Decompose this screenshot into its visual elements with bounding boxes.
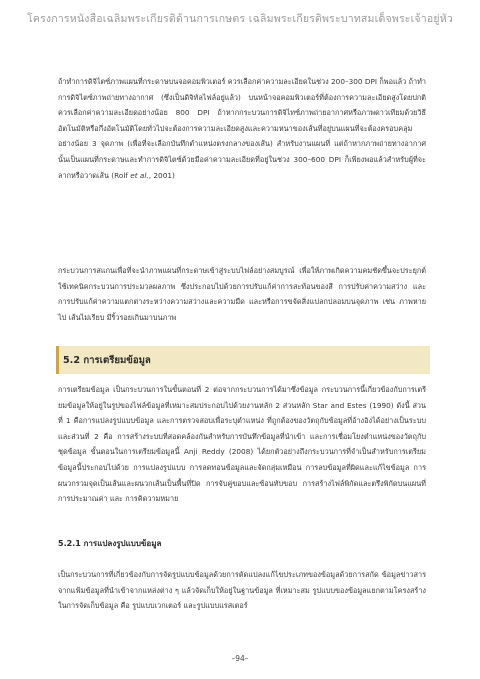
paragraph-text <box>58 74 426 183</box>
paragraph-data-preparation <box>58 382 426 507</box>
page-number: –94– <box>231 654 249 663</box>
paragraph-data-conversion <box>58 567 426 614</box>
section-heading <box>56 346 430 374</box>
paragraph-text: การเตรียมข้อมูล เป็นกระบวนการในขั้นตอนที่ 2 ต่อจากกระบวนการได้มาซึ่งข้อมูล กระบวนการนี้เกี่ยวข้องกับการเตรียมข้อมูลให้อยู่ในรูปของไฟล์ข้อมูลที่เหมาะสมประกอบไปด้วยงานหลัก 2 ส่วนหลัก Star and Estes (1990) ดังนี้ ส่วนที่ 1 คือการแปลงรูปแบบข้อมูล และการตรวจสอบเพื่อระบุตำแหน่ง ที่ถูกต้องของวัตถุกับข้อมูลที่อ้างอิงได้อย่างเป็นระบบ และส่วนที่ 2 คือ การสร้างระบบที่สอดคล้องกันสำหรับการบันทึกข้อมูลที่นำเข้า และการเชื่อมโยงตำแหน่งของวัตถุกับชุดข้อมูล ขั้นตอนในการเตรียมข้อมูลนี้ Anji Reddy (2008) ได้ยกตัวอย่างถึงกระบวนการที่จำเป็นสำหรับการเตรียมข้อมูลนี้ประกอบไปด้วย การแปลงรูปแบบ การลดทอนข้อมูลและจัดกลุ่มเหมือน การลบข้อมูลที่ผิดและแก้ไขข้อมูล การผนวกรวมจุดเป็นเส้นและผนวกเส้นเป็นพื้นที่ปิด การจับคู่ขอบและซ้อนทับขอบ การสร้างไฟล์พิกัดและตรึงพิกัดบนแผนที่ การประมาณค่า และ การคิดวามหมาย <box>58 385 426 504</box>
running-header: โครงการหนังสือเฉลิมพระเกียรติด้านการเกษตร เฉลิมพระเกียรติพระบาทสมเด็จพระเจ้าอยู่หัว <box>27 13 453 25</box>
paragraph-scanning-process <box>58 263 426 325</box>
subsection-title: 5.2.1 การแปลงรูปแบบข้อมูล <box>58 539 162 548</box>
section-title: 5.2 การเตรียมข้อมูล <box>63 355 151 366</box>
paragraph-digitizing-resolution <box>58 74 426 183</box>
paragraph-text-part: , 2001) <box>148 170 175 180</box>
citation-et-al: et al. <box>130 170 149 180</box>
paragraph-text: กระบวนการสแกนเพื่อที่จะนำภาพแผนที่กระดาษเข้าสู่ระบบไฟล์อย่างสมบูรณ์ เพื่อให้ภาพเกิดความคมชัดขึ้นจะประยุกต์ใช้เทคนิคกระบวนการประมวลผลภาพ ซึ่งประกอบไปด้วยการปรับแก้ค่าการสะท้อนของสี การปรับค่าความสว่าง และการปรับแก้ค่าความแตกต่างระหว่างความสว่างและความมืด และหรือการขจัดสิ่งแปลกปลอมบนจุดภาพ เช่น ภาพหายไป เส้นไม่เรียบ มีริ้วรอยเกินมาบนภาพ <box>58 266 426 322</box>
paragraph-text: เป็นกระบวนการที่เกี่ยวข้องกับการจัดรูปแบบข้อมูลด้วยการตัดแปลงแก้ไขประเภทของข้อมูลด้วยการสกัด ข้อมูลข่าวสารจากแฟ้มข้อมูลที่นำเข้าจากแหล่งต่าง ๆ แล้วจัดเก็บให้อยู่ในฐานข้อมูล ที่เหมาะสม รูปแบบของข้อมูลแยกตามโครงสร้างในการจัดเก็บข้อมูล คือ รูปแบบเวกเตอร์ และรูปแบบแรสเตอร์ <box>58 570 426 611</box>
paragraph-text-part: ถ้าทำการดิจิไตซ์ภาพแผนที่กระดาษบนจอคอมพิวเตอร์ ควรเลือกค่าความละเอียดในช่วง 200–300 DPI ก็พอแล้ว ถ้าทำการดิจิไตซ์ภาพถ่ายทางอากาศ (ซึ่งเป็นดิจิทัลไฟล์อยู่แล้ว) บนหน้าจอคอมพิวเตอร์ที่ต้องการความละเอียดสูงโดยปกติควรเลือกค่าความละเอียดอย่างน้อย 800 DPI ถ้าหากกระบวนการดิจิไทซ์ภาพถ่ายอากาศหรือภาพดาวเทียมด้วยวิธีอัตโนมัติหรือกึ่งอัตโนมัติโดยทั่วไปจะต้องการความละเอียดสูงและความหนาของเส้นที่อยู่บนแผนที่จะต้องครอบคลุมอย่างน้อย 3 จุดภาพ (เพื่อที่จะเลือกบันทึกตำแหน่งตรงกลางของเส้น) สำหรับงานแผนที่ แต่ถ้าหากภาพถ่ายทางอากาศนั้นเป็นแผนที่กระดาษและทำการดิจิไตซ์ด้วยมือค่าความละเอียดที่อยู่ในช่วง 300–600 DPI ก็เพียงพอแล้วสำหรับผู้ที่จะลากหรือวาดเส้น (Rolf <box>58 77 426 180</box>
